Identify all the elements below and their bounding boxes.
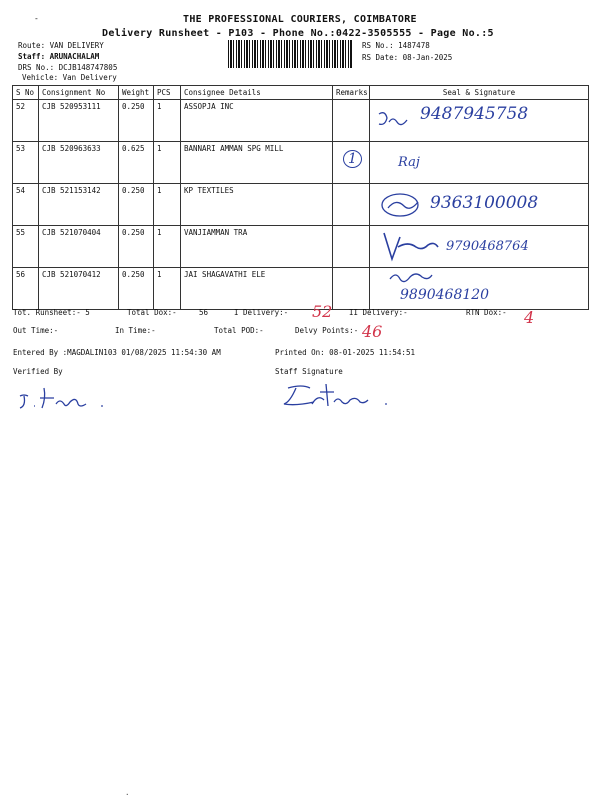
handwritten-signature: 9790468764 <box>446 239 529 254</box>
delvy-points-value: 46 <box>362 322 383 341</box>
col-sno: S No <box>13 86 39 100</box>
staff-label: Staff: ARUNACHALAM <box>18 52 100 61</box>
col-weight: Weight <box>119 86 154 100</box>
row-consignment: CJB 521070404 <box>39 226 119 268</box>
row-consignee: JAI SHAGAVATHI ELE <box>181 268 333 310</box>
runsheet-table <box>12 85 589 310</box>
table-header-row <box>13 86 589 100</box>
row-consignment: CJB 520963633 <box>39 142 119 184</box>
col-remarks: Remarks <box>333 86 370 100</box>
row-pcs: 1 <box>154 268 181 310</box>
row-pcs: 1 <box>154 100 181 142</box>
row-seal-signature <box>370 268 589 310</box>
table-row <box>13 226 589 268</box>
handwritten-signature: 9363100008 <box>430 193 539 213</box>
printed-on: Printed On: 08-01-2025 11:54:51 <box>275 348 415 357</box>
signature-scribble <box>375 108 435 138</box>
vehicle-label: Vehicle: Van Delivery <box>22 73 117 82</box>
row-sno: 55 <box>13 226 39 268</box>
row-consignee: VANJIAMMAN TRA <box>181 226 333 268</box>
corner-mark: - <box>34 14 39 23</box>
row-consignee: KP TEXTILES <box>181 184 333 226</box>
entered-by: Entered By :MAGDALIN103 01/08/2025 11:54:30 AM <box>13 348 221 357</box>
row-remark <box>333 226 370 268</box>
route-label: Route: VAN DELIVERY <box>18 41 104 50</box>
signature-scribble <box>378 190 438 220</box>
rtn-dox-label: RTN Dox:- <box>466 308 507 317</box>
row-sno: 53 <box>13 142 39 184</box>
row-sno: 54 <box>13 184 39 226</box>
handwritten-signature: 9487945758 <box>420 104 529 124</box>
total-dox-value: 56 <box>199 308 209 317</box>
tot-runsheet: Tot. Runsheet:- 5 <box>13 308 90 317</box>
row-remark-cell <box>333 142 370 184</box>
row-pcs: 1 <box>154 142 181 184</box>
handwritten-signature: 9890468120 <box>400 287 490 303</box>
table-row <box>13 100 589 142</box>
rs-date: RS Date: 08-Jan-2025 <box>362 53 453 62</box>
row-consignee: BANNARI AMMAN SPG MILL <box>181 142 333 184</box>
row-seal-signature <box>370 226 589 268</box>
total-dox-label: Total Dox:- <box>127 308 177 317</box>
barcode <box>228 40 352 68</box>
company-title: THE PROFESSIONAL COURIERS, COIMBATORE <box>183 14 417 25</box>
row-consignment: CJB 521070412 <box>39 268 119 310</box>
row-weight: 0.250 <box>119 184 154 226</box>
row-remark <box>333 268 370 310</box>
delvy-points-label: Delvy Points:- <box>295 326 359 335</box>
staff-signature-label: Staff Signature <box>275 367 343 376</box>
verifier-signature <box>14 382 124 418</box>
staff-signature <box>282 380 412 416</box>
rs-number: RS No.: 1487478 <box>362 41 430 50</box>
row-weight: 0.625 <box>119 142 154 184</box>
row-weight: 0.250 <box>119 226 154 268</box>
row-remark <box>333 184 370 226</box>
row-weight: 0.250 <box>119 268 154 310</box>
verified-by-label: Verified By <box>13 367 63 376</box>
row-consignment: CJB 520953111 <box>39 100 119 142</box>
row-sno: 56 <box>13 268 39 310</box>
table-row <box>13 142 589 184</box>
page-bottom-mark: · <box>125 790 130 799</box>
row-consignment: CJB 521153142 <box>39 184 119 226</box>
row-consignee: ASSOPJA INC <box>181 100 333 142</box>
row-pcs: 1 <box>154 184 181 226</box>
ii-delivery-label: II Delivery:- <box>349 308 408 317</box>
row-sno: 52 <box>13 100 39 142</box>
row-weight: 0.250 <box>119 100 154 142</box>
col-pcs: PCS <box>154 86 181 100</box>
col-consignment: Consignment No <box>39 86 119 100</box>
in-time-label: In Time:- <box>115 326 156 335</box>
table-row <box>13 184 589 226</box>
table-row <box>13 268 589 310</box>
total-pod-label: Total POD:- <box>214 326 264 335</box>
out-time-label: Out Time:- <box>13 326 59 335</box>
handwritten-signature: Raj <box>398 155 420 170</box>
row-remark: 1 <box>343 150 362 168</box>
col-consignee: Consignee Details <box>181 86 333 100</box>
signature-scribble <box>388 271 448 285</box>
row-seal-signature <box>370 142 589 184</box>
i-delivery-label: I Delivery:- <box>234 308 289 317</box>
row-seal-signature <box>370 184 589 226</box>
row-remark <box>333 100 370 142</box>
row-pcs: 1 <box>154 226 181 268</box>
rtn-dox-value: 4 <box>524 308 535 327</box>
drs-number: DRS No.: DCJB148747805 <box>18 63 118 72</box>
i-delivery-value: 52 <box>312 302 333 321</box>
row-seal-signature <box>370 100 589 142</box>
runsheet-subtitle: Delivery Runsheet - P103 - Phone No.:0422-3505555 - Page No.:5 <box>102 28 494 39</box>
col-seal-signature: Seal & Signature <box>370 86 589 100</box>
